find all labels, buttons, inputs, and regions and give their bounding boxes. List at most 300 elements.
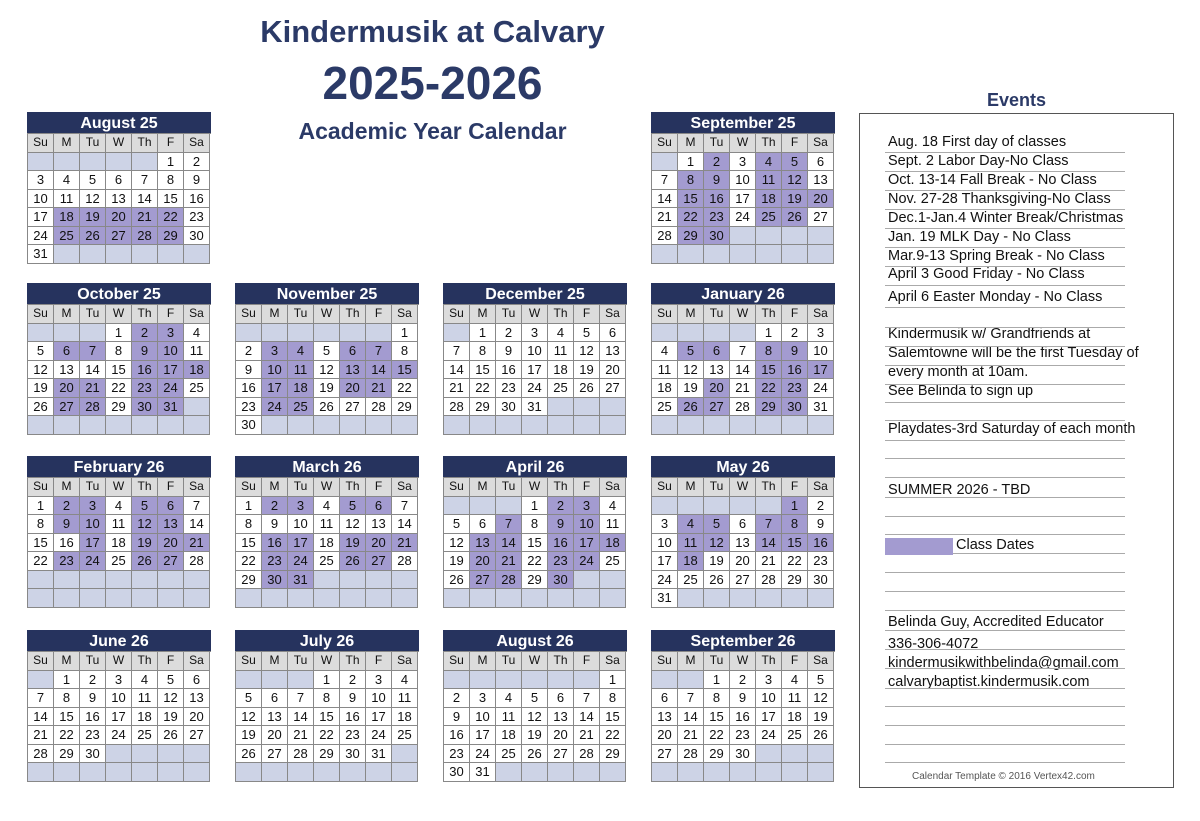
month-april-26: [443, 456, 627, 608]
empty-day: [80, 153, 106, 172]
class-day: 1: [782, 497, 808, 516]
day: 27: [262, 745, 288, 764]
weekday-header: F: [158, 652, 184, 671]
day: 3: [652, 515, 678, 534]
empty-day: [132, 571, 158, 590]
month-title: February 26: [27, 456, 211, 477]
day: 17: [106, 708, 132, 727]
class-day: 6: [340, 342, 366, 361]
day: 23: [236, 398, 262, 417]
month-grid: [27, 651, 211, 782]
empty-day: [444, 324, 470, 343]
weekday-header: Sa: [392, 478, 418, 497]
day: 12: [808, 689, 834, 708]
class-day: 29: [158, 227, 184, 246]
empty-day: [808, 745, 834, 764]
event-rule: [885, 365, 1125, 366]
class-day: 4: [288, 342, 314, 361]
class-day: 30: [782, 398, 808, 417]
day: 9: [262, 515, 288, 534]
day: 30: [236, 416, 262, 435]
weekday-header: Sa: [600, 652, 626, 671]
day: 16: [236, 379, 262, 398]
day: 13: [366, 515, 392, 534]
event-line: Aug. 18 First day of classes: [888, 134, 1067, 150]
day: 23: [80, 726, 106, 745]
empty-day: [158, 571, 184, 590]
month-january-26: [651, 283, 835, 435]
month-title: December 25: [443, 283, 627, 304]
event-line: Oct. 13-14 Fall Break - No Class: [888, 172, 1097, 188]
empty-day: [314, 324, 340, 343]
class-day: 27: [106, 227, 132, 246]
class-day: 24: [288, 552, 314, 571]
day: 29: [704, 745, 730, 764]
day: 30: [340, 745, 366, 764]
day: 18: [314, 534, 340, 553]
weekday-header: Sa: [600, 478, 626, 497]
class-day: 19: [132, 534, 158, 553]
day: 24: [522, 379, 548, 398]
weekday-header: W: [314, 305, 340, 324]
day: 27: [730, 571, 756, 590]
day: 12: [444, 534, 470, 553]
month-june-26: [27, 630, 211, 782]
weekday-header: Tu: [288, 652, 314, 671]
day: 15: [470, 361, 496, 380]
event-rule: [885, 209, 1125, 210]
day: 6: [600, 324, 626, 343]
weekday-header: Th: [756, 305, 782, 324]
class-day: 6: [54, 342, 80, 361]
month-title: September 25: [651, 112, 835, 133]
footer-credit: Calendar Template © 2016 Vertex42.com: [912, 771, 1095, 782]
empty-day: [782, 245, 808, 264]
day: 25: [496, 745, 522, 764]
day: 3: [808, 324, 834, 343]
month-title: June 26: [27, 630, 211, 651]
day: 8: [236, 515, 262, 534]
class-day: 20: [106, 208, 132, 227]
day: 26: [444, 571, 470, 590]
day: 4: [652, 342, 678, 361]
class-day: 20: [340, 379, 366, 398]
day: 14: [392, 515, 418, 534]
day: 23: [444, 745, 470, 764]
class-day: 15: [392, 361, 418, 380]
day: 19: [158, 708, 184, 727]
empty-day: [704, 763, 730, 782]
weekday-header: Th: [132, 134, 158, 153]
day: 28: [288, 745, 314, 764]
day: 26: [574, 379, 600, 398]
empty-day: [548, 589, 574, 608]
class-day: 26: [678, 398, 704, 417]
day: 21: [288, 726, 314, 745]
weekday-header: Tu: [80, 478, 106, 497]
day: 4: [314, 497, 340, 516]
empty-day: [80, 763, 106, 782]
day: 13: [730, 534, 756, 553]
day: 29: [470, 398, 496, 417]
day: 18: [782, 708, 808, 727]
class-day: 13: [340, 361, 366, 380]
event-line: calvarybaptist.kindermusik.com: [888, 674, 1090, 690]
empty-day: [288, 589, 314, 608]
weekday-header: Su: [444, 478, 470, 497]
day: 5: [28, 342, 54, 361]
day: 5: [158, 671, 184, 690]
day: 18: [392, 708, 418, 727]
class-day: 21: [366, 379, 392, 398]
day: 12: [522, 708, 548, 727]
weekday-header: Su: [236, 478, 262, 497]
event-rule: [885, 762, 1125, 763]
day: 15: [314, 708, 340, 727]
day: 11: [782, 689, 808, 708]
weekday-header: F: [574, 478, 600, 497]
empty-day: [704, 245, 730, 264]
day: 24: [756, 726, 782, 745]
class-day: 10: [80, 515, 106, 534]
weekday-header: M: [54, 305, 80, 324]
day: 21: [574, 726, 600, 745]
day: 4: [54, 171, 80, 190]
class-day: 5: [678, 342, 704, 361]
month-grid: [235, 477, 419, 608]
day: 15: [106, 361, 132, 380]
weekday-header: W: [314, 478, 340, 497]
empty-day: [54, 416, 80, 435]
class-day: 5: [704, 515, 730, 534]
event-line: every month at 10am.: [888, 364, 1029, 380]
class-day: 3: [158, 324, 184, 343]
day: 3: [522, 324, 548, 343]
day: 5: [574, 324, 600, 343]
day: 18: [132, 708, 158, 727]
class-day: 5: [132, 497, 158, 516]
day: 2: [184, 153, 210, 172]
day: 7: [730, 342, 756, 361]
class-day: 11: [756, 171, 782, 190]
event-rule: [885, 266, 1125, 267]
empty-day: [782, 416, 808, 435]
day: 11: [132, 689, 158, 708]
day: 14: [28, 708, 54, 727]
empty-day: [340, 589, 366, 608]
day: 13: [600, 342, 626, 361]
event-line: Mar.9-13 Spring Break - No Class: [888, 248, 1105, 264]
day: 2: [782, 324, 808, 343]
empty-day: [730, 497, 756, 516]
empty-day: [574, 763, 600, 782]
weekday-header: W: [106, 134, 132, 153]
day: 9: [444, 708, 470, 727]
weekday-header: Sa: [808, 652, 834, 671]
month-grid: [651, 304, 835, 435]
weekday-header: F: [366, 478, 392, 497]
empty-day: [158, 763, 184, 782]
empty-day: [808, 227, 834, 246]
weekday-header: F: [158, 478, 184, 497]
event-line: Kindermusik w/ Grandfriends at: [888, 326, 1091, 342]
empty-day: [262, 671, 288, 690]
day: 24: [652, 571, 678, 590]
weekday-header: F: [158, 134, 184, 153]
empty-day: [262, 324, 288, 343]
event-rule: [885, 384, 1125, 385]
event-line: Belinda Guy, Accredited Educator: [888, 614, 1104, 630]
empty-day: [522, 589, 548, 608]
day: 18: [652, 379, 678, 398]
weekday-header: Sa: [808, 305, 834, 324]
day: 31: [470, 763, 496, 782]
event-rule: [885, 591, 1125, 592]
month-november-25: [235, 283, 419, 435]
class-day: 23: [262, 552, 288, 571]
class-day: 7: [80, 342, 106, 361]
weekday-header: Su: [236, 652, 262, 671]
day: 28: [574, 745, 600, 764]
class-day: 8: [782, 515, 808, 534]
empty-day: [236, 589, 262, 608]
day: 2: [80, 671, 106, 690]
empty-day: [496, 416, 522, 435]
empty-day: [132, 245, 158, 264]
class-day: 3: [262, 342, 288, 361]
weekday-header: W: [106, 652, 132, 671]
class-day: 18: [54, 208, 80, 227]
day: 21: [678, 726, 704, 745]
month-title: November 25: [235, 283, 419, 304]
empty-day: [678, 589, 704, 608]
day: 23: [184, 208, 210, 227]
day: 20: [184, 708, 210, 727]
empty-day: [652, 245, 678, 264]
class-day: 21: [80, 379, 106, 398]
day: 15: [704, 708, 730, 727]
day: 23: [340, 726, 366, 745]
class-day: 24: [262, 398, 288, 417]
month-october-25: [27, 283, 211, 435]
class-day: 28: [80, 398, 106, 417]
day: 18: [548, 361, 574, 380]
empty-day: [782, 227, 808, 246]
day: 22: [314, 726, 340, 745]
class-day: 9: [54, 515, 80, 534]
empty-day: [28, 671, 54, 690]
weekday-header: F: [782, 134, 808, 153]
class-day: 6: [704, 342, 730, 361]
class-day: 5: [340, 497, 366, 516]
day: 4: [132, 671, 158, 690]
day: 2: [496, 324, 522, 343]
day: 11: [314, 515, 340, 534]
day: 21: [28, 726, 54, 745]
weekday-header: Tu: [496, 305, 522, 324]
empty-day: [574, 571, 600, 590]
empty-day: [288, 763, 314, 782]
event-rule: [885, 744, 1125, 745]
empty-day: [106, 153, 132, 172]
class-day: 21: [496, 552, 522, 571]
event-rule: [885, 327, 1125, 328]
day: 15: [600, 708, 626, 727]
empty-day: [756, 497, 782, 516]
month-grid: [235, 651, 419, 782]
month-september-26: [651, 630, 835, 782]
day: 6: [470, 515, 496, 534]
empty-day: [236, 671, 262, 690]
day: 28: [652, 227, 678, 246]
day: 12: [678, 361, 704, 380]
day: 29: [392, 398, 418, 417]
weekday-header: Sa: [392, 652, 418, 671]
day: 5: [236, 689, 262, 708]
day: 8: [392, 342, 418, 361]
day: 9: [340, 689, 366, 708]
day: 26: [522, 745, 548, 764]
empty-day: [366, 589, 392, 608]
day: 17: [470, 726, 496, 745]
weekday-header: Tu: [704, 134, 730, 153]
day: 17: [652, 552, 678, 571]
day: 16: [54, 534, 80, 553]
day: 22: [522, 552, 548, 571]
weekday-header: Sa: [184, 305, 210, 324]
class-day: 16: [132, 361, 158, 380]
day: 3: [730, 153, 756, 172]
weekday-header: Tu: [704, 305, 730, 324]
weekday-header: Su: [652, 305, 678, 324]
class-day: 14: [756, 534, 782, 553]
empty-day: [756, 227, 782, 246]
day: 28: [184, 552, 210, 571]
empty-day: [184, 745, 210, 764]
weekday-header: Tu: [704, 652, 730, 671]
empty-day: [288, 671, 314, 690]
class-day: 27: [54, 398, 80, 417]
day: 13: [548, 708, 574, 727]
event-rule: [885, 228, 1125, 229]
weekday-header: M: [678, 652, 704, 671]
empty-day: [756, 745, 782, 764]
title-line3: Academic Year Calendar: [298, 118, 567, 144]
day: 1: [106, 324, 132, 343]
weekday-header: Th: [340, 652, 366, 671]
class-day: 6: [366, 497, 392, 516]
empty-day: [678, 671, 704, 690]
class-day: 7: [366, 342, 392, 361]
empty-day: [652, 671, 678, 690]
weekday-header: Th: [548, 652, 574, 671]
class-day: 24: [80, 552, 106, 571]
day: 20: [548, 726, 574, 745]
day: 12: [574, 342, 600, 361]
day: 10: [756, 689, 782, 708]
weekday-header: Th: [340, 305, 366, 324]
day: 25: [782, 726, 808, 745]
class-day: 13: [158, 515, 184, 534]
day: 10: [106, 689, 132, 708]
day: 27: [808, 208, 834, 227]
empty-day: [522, 763, 548, 782]
event-rule: [885, 688, 1125, 689]
weekday-header: Sa: [808, 478, 834, 497]
day: 11: [496, 708, 522, 727]
day: 30: [730, 745, 756, 764]
class-day: 31: [158, 398, 184, 417]
empty-day: [600, 398, 626, 417]
day: 7: [444, 342, 470, 361]
day: 8: [106, 342, 132, 361]
class-dates-swatch: [885, 538, 953, 555]
empty-day: [158, 416, 184, 435]
day: 11: [392, 689, 418, 708]
empty-day: [574, 589, 600, 608]
empty-day: [54, 153, 80, 172]
day: 10: [652, 534, 678, 553]
empty-day: [730, 227, 756, 246]
empty-day: [80, 416, 106, 435]
class-day: 16: [548, 534, 574, 553]
day: 20: [262, 726, 288, 745]
empty-day: [704, 416, 730, 435]
weekday-header: Sa: [600, 305, 626, 324]
event-line: 336-306-4072: [888, 636, 979, 652]
empty-day: [392, 763, 418, 782]
day: 25: [314, 552, 340, 571]
class-day: 17: [808, 361, 834, 380]
class-day: 22: [678, 208, 704, 227]
empty-day: [574, 398, 600, 417]
weekday-header: M: [262, 478, 288, 497]
day: 3: [470, 689, 496, 708]
day: 7: [132, 171, 158, 190]
class-day: 8: [678, 171, 704, 190]
day: 8: [314, 689, 340, 708]
day: 18: [106, 534, 132, 553]
day: 4: [392, 671, 418, 690]
empty-day: [392, 589, 418, 608]
empty-day: [314, 571, 340, 590]
day: 8: [470, 342, 496, 361]
empty-day: [184, 416, 210, 435]
day: 11: [184, 342, 210, 361]
month-february-26: [27, 456, 211, 608]
day: 13: [704, 361, 730, 380]
month-september-25: [651, 112, 835, 264]
weekday-header: W: [730, 134, 756, 153]
day: 22: [600, 726, 626, 745]
day: 11: [54, 190, 80, 209]
class-day: 4: [756, 153, 782, 172]
event-rule: [885, 402, 1125, 403]
day: 4: [548, 324, 574, 343]
day: 2: [340, 671, 366, 690]
day: 1: [600, 671, 626, 690]
day: 21: [444, 379, 470, 398]
empty-day: [106, 245, 132, 264]
day: 3: [366, 671, 392, 690]
day: 6: [548, 689, 574, 708]
month-march-26: [235, 456, 419, 608]
empty-day: [262, 416, 288, 435]
empty-day: [678, 763, 704, 782]
empty-day: [470, 671, 496, 690]
empty-day: [28, 571, 54, 590]
weekday-header: Th: [132, 652, 158, 671]
